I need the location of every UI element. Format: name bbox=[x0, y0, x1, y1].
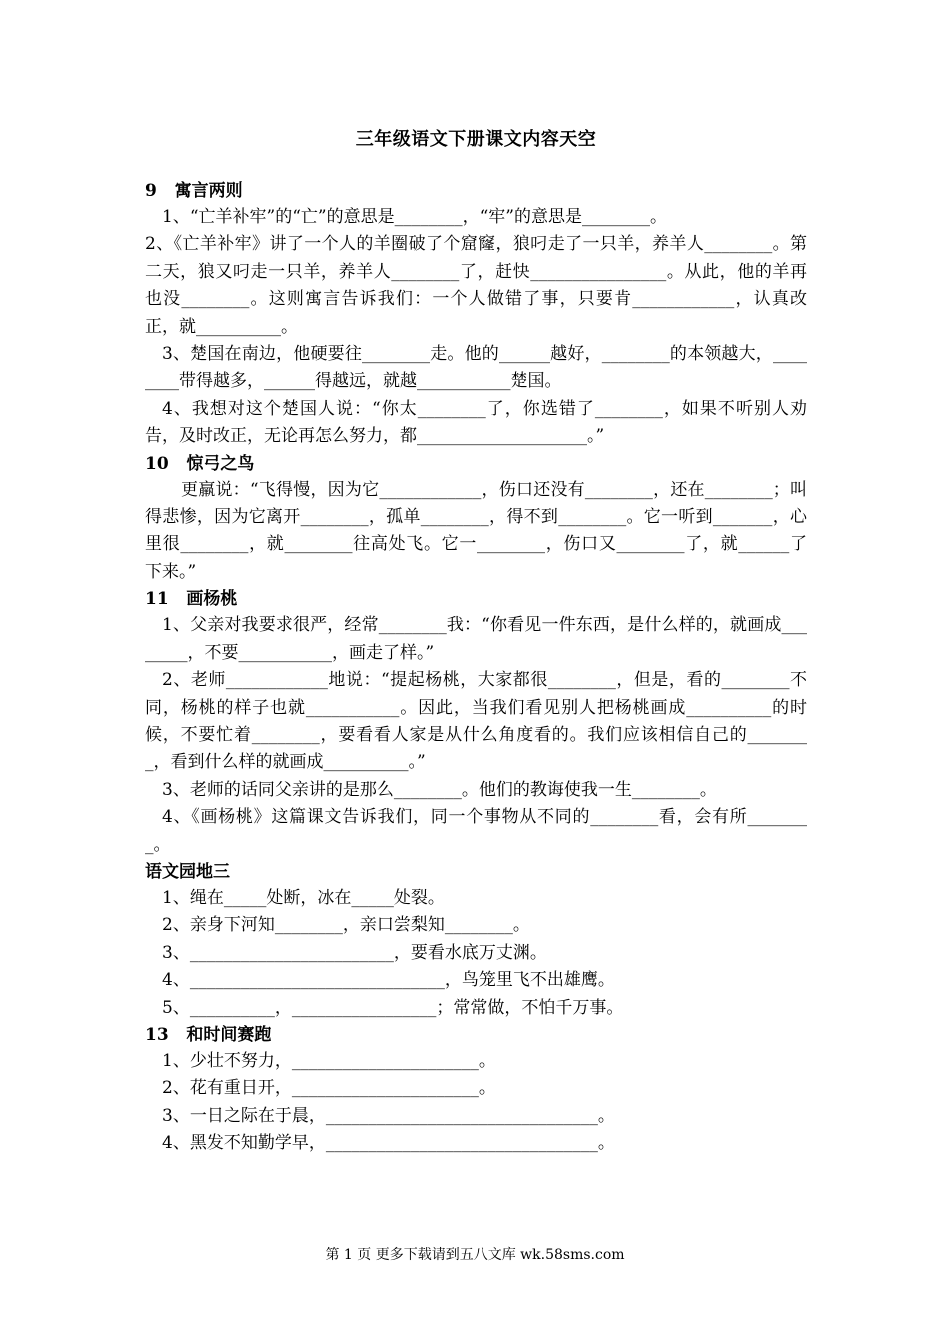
page-footer: 第 1 页 更多下载请到五八文库 wk.58sms.com bbox=[325, 1247, 625, 1263]
section-heading-garden: 语文园地三 bbox=[145, 861, 230, 882]
question-9-1: 1、“亡羊补牢”的“亡”的意思是________，“牢”的意思是________。 bbox=[162, 207, 667, 227]
section-heading-13: 13 和时间赛跑 bbox=[145, 1024, 272, 1045]
question-9-2: 2、《亡羊补牢》讲了一个人的羊圈破了个窟窿，狼叼走了一只羊，养羊人________。第二天，狼又叼走一只羊，养羊人________了，赶快________________。从此，他的羊再也没________。这则寓言告诉我们：一个人做错了事，只要肯____________，认真改正，就__________。 bbox=[145, 234, 807, 337]
question-13-4: 4、黑发不知勤学早，________________________________。 bbox=[162, 1133, 615, 1154]
section-heading-11: 11 画杨桃 bbox=[145, 589, 238, 610]
question-9-4: 4、我想对这个楚国人说：“你太________了，你选错了________，如果不听别人劝告，及时改正，无论再怎么努力，都____________________。” bbox=[145, 398, 807, 447]
question-11-3: 3、老师的话同父亲讲的是那么________。他们的教诲使我一生________。 bbox=[162, 779, 717, 800]
question-11-2: 2、老师____________地说：“提起杨桃，大家都很________，但是，看的________不同，杨桃的样子也就___________。因此，当我们看见别人把杨桃画成__________的时候，不要忙着________，要看看人家是从什么角度看的。我们应该相信自己的________，看到什么样的就画成__________。” bbox=[145, 670, 807, 773]
question-13-1: 1、少壮不努力，______________________。 bbox=[162, 1050, 496, 1071]
section-heading-10: 10 惊弓之鸟 bbox=[145, 453, 255, 474]
question-9-3: 3、楚国在南边，他硬要往________走。他的______越好，________的本领越大，________带得越多，______得越远，就越___________楚国。 bbox=[145, 344, 807, 392]
question-11-4: 4、《画杨桃》这篇课文告诉我们，同一个事物从不同的________看，会有所________。 bbox=[145, 807, 807, 855]
worksheet bbox=[145, 126, 807, 1158]
question-13-3: 3、一日之际在于晨，________________________________。 bbox=[162, 1105, 615, 1126]
question-11-1: 1、父亲对我要求很严，经常________我：“你看见一件东西，是什么样的，就画成________，不要___________，画走了样。” bbox=[145, 615, 807, 663]
question-garden-4: 4、______________________________，鸟笼里飞不出雄鹰。 bbox=[162, 970, 615, 991]
question-garden-5: 5、__________，_________________；常常做，不怕千万事。 bbox=[162, 997, 624, 1018]
question-garden-3: 3、________________________，要看水底万丈渊。 bbox=[162, 942, 547, 963]
question-13-2: 2、花有重日开，______________________。 bbox=[162, 1078, 496, 1099]
page-title: 三年级语文下册课文内容天空 bbox=[355, 129, 597, 150]
paragraph-10: 更羸说：“飞得慢，因为它____________，伤口还没有________，还在________；叫得悲惨，因为它离开________，孤单________，得不到________。它一听到_______，心里很________，就________往高处飞。它一________，伤口又________了，就______了下来。” bbox=[145, 479, 807, 582]
question-garden-2: 2、亲身下河知________，亲口尝梨知________。 bbox=[162, 915, 530, 936]
section-heading-9: 9 寓言两则 bbox=[145, 181, 243, 201]
question-garden-1: 1、绳在_____处断，冰在_____处裂。 bbox=[162, 887, 445, 908]
